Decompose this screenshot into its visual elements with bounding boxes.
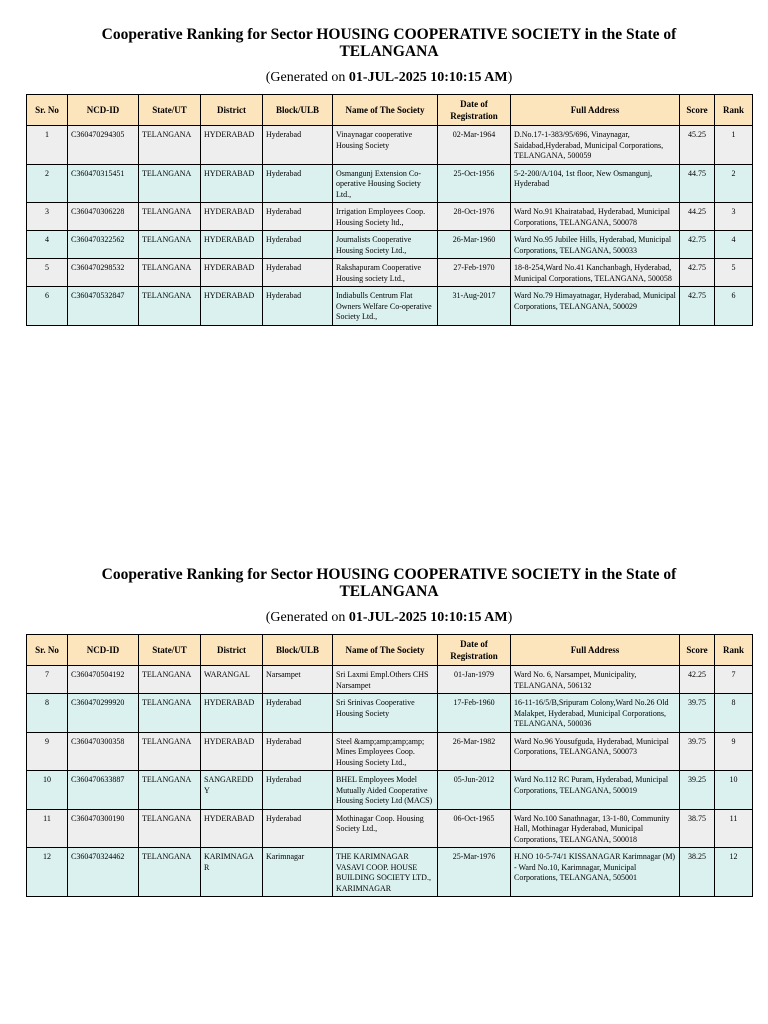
cell-ncd-id: C360470633887 — [68, 771, 139, 810]
cell-score: 42.75 — [680, 287, 715, 326]
cell-score: 42.75 — [680, 259, 715, 287]
cell-society-name: Steel &amp;amp;amp;amp; Mines Employees Coop. Housing Society Ltd., — [333, 732, 438, 771]
cell-registration-date: 01-Jan-1979 — [438, 666, 511, 694]
cell-score: 38.25 — [680, 848, 715, 897]
cell-state-ut: TELANGANA — [139, 203, 201, 231]
cell-district: KARIMNAGAR — [201, 848, 263, 897]
cell-full-address: Ward No.96 Yousufguda, Hyderabad, Municipal Corporations, TELANGANA, 500073 — [511, 732, 680, 771]
cell-society-name: Irrigation Employees Coop. Housing Society ltd., — [333, 203, 438, 231]
cell-state-ut: TELANGANA — [139, 164, 201, 203]
cell-rank: 12 — [715, 848, 753, 897]
cell-block-ulb: Hyderabad — [263, 809, 333, 848]
cell-block-ulb: Hyderabad — [263, 771, 333, 810]
cell-district: HYDERABAD — [201, 259, 263, 287]
cell-society-name: Sri Srinivas Cooperative Housing Society — [333, 694, 438, 733]
cell-state-ut: TELANGANA — [139, 231, 201, 259]
cell-full-address: 18-8-254,Ward No.41 Kanchanbagh, Hyderabad, Municipal Corporations, TELANGANA, 500058 — [511, 259, 680, 287]
generated-prefix: (Generated on — [265, 70, 349, 85]
column-header-society-name: Name of The Society — [333, 635, 438, 666]
cell-full-address: H.NO 10-5-74/1 KISSANAGAR Karimnagar (M) - Ward No.10, Karimnagar, Municipal Corporations, TELANGANA, 505001 — [511, 848, 680, 897]
cell-state-ut: TELANGANA — [139, 666, 201, 694]
cell-sr-no: 5 — [27, 259, 68, 287]
cell-registration-date: 02-Mar-1964 — [438, 126, 511, 165]
cell-district: SANGAREDDY — [201, 771, 263, 810]
cell-registration-date: 26-Mar-1960 — [438, 231, 511, 259]
cell-full-address: Ward No.91 Khairatabad, Hyderabad, Municipal Corporations, TELANGANA, 500078 — [511, 203, 680, 231]
cell-ncd-id: C360470315451 — [68, 164, 139, 203]
column-header-full-address: Full Address — [511, 635, 680, 666]
cell-society-name: Journalists Cooperative Housing Society Ltd., — [333, 231, 438, 259]
column-header-district: District — [201, 95, 263, 126]
cell-ncd-id: C360470322562 — [68, 231, 139, 259]
cell-registration-date: 28-Oct-1976 — [438, 203, 511, 231]
cell-rank: 11 — [715, 809, 753, 848]
generated-prefix: (Generated on — [265, 610, 349, 625]
cell-score: 44.25 — [680, 203, 715, 231]
cell-score: 45.25 — [680, 126, 715, 165]
cell-ncd-id: C360470306228 — [68, 203, 139, 231]
table-row — [27, 848, 753, 897]
ranking-table — [26, 94, 753, 326]
cell-rank: 3 — [715, 203, 753, 231]
table-row — [27, 126, 753, 165]
cell-district: HYDERABAD — [201, 126, 263, 165]
column-header-score: Score — [680, 635, 715, 666]
cell-rank: 6 — [715, 287, 753, 326]
cell-state-ut: TELANGANA — [139, 126, 201, 165]
cell-state-ut: TELANGANA — [139, 694, 201, 733]
column-header-district: District — [201, 635, 263, 666]
column-header-ncd-id: NCD-ID — [68, 635, 139, 666]
cell-rank: 2 — [715, 164, 753, 203]
cell-ncd-id: C360470294305 — [68, 126, 139, 165]
cell-state-ut: TELANGANA — [139, 848, 201, 897]
cell-society-name: Indiabulls Centrum Flat Owners Welfare Co-operative Society Ltd., — [333, 287, 438, 326]
table-row — [27, 771, 753, 810]
cell-full-address: D.No.17-1-383/95/696, Vinaynagar, Saidabad,Hyderabad, Municipal Corporations, TELANGANA, 500059 — [511, 126, 680, 165]
cell-state-ut: TELANGANA — [139, 259, 201, 287]
column-header-full-address: Full Address — [511, 95, 680, 126]
generated-value: 01-JUL-2025 10:10:15 AM — [348, 70, 508, 85]
cell-block-ulb: Narsampet — [263, 666, 333, 694]
generated-suffix: ) — [507, 610, 513, 625]
cell-score: 39.75 — [680, 732, 715, 771]
cell-rank: 9 — [715, 732, 753, 771]
cell-score: 39.75 — [680, 694, 715, 733]
cell-sr-no: 1 — [27, 126, 68, 165]
cell-district: HYDERABAD — [201, 732, 263, 771]
column-header-sr-no: Sr. No — [27, 95, 68, 126]
table-body — [27, 666, 753, 897]
report-title: Cooperative Ranking for Sector HOUSING COOPERATIVE SOCIETY in the State of TELANGANA — [101, 566, 677, 600]
table-header-row — [27, 635, 753, 666]
cell-district: WARANGAL — [201, 666, 263, 694]
column-header-block-ulb: Block/ULB — [263, 635, 333, 666]
generated-suffix: ) — [507, 70, 513, 85]
report-title: Cooperative Ranking for Sector HOUSING COOPERATIVE SOCIETY in the State of TELANGANA — [101, 26, 677, 60]
cell-full-address: Ward No.79 Himayatnagar, Hyderabad, Municipal Corporations, TELANGANA, 500029 — [511, 287, 680, 326]
cell-sr-no: 3 — [27, 203, 68, 231]
cell-full-address: Ward No.95 Jubilee Hills, Hyderabad, Municipal Corporations, TELANGANA, 500033 — [511, 231, 680, 259]
cell-score: 42.75 — [680, 231, 715, 259]
cell-block-ulb: Hyderabad — [263, 732, 333, 771]
table-row — [27, 287, 753, 326]
generated-timestamp — [26, 608, 752, 628]
cell-society-name: BHEL Employees Model Mutually Aided Cooperative Housing Society Ltd (MACS) — [333, 771, 438, 810]
column-header-ncd-id: NCD-ID — [68, 95, 139, 126]
cell-registration-date: 26-Mar-1982 — [438, 732, 511, 771]
column-header-society-name: Name of The Society — [333, 95, 438, 126]
cell-full-address: Ward No. 6, Narsampet, Municipality, TELANGANA, 506132 — [511, 666, 680, 694]
cell-sr-no: 7 — [27, 666, 68, 694]
cell-full-address: 16-11-16/5/B,Sripuram Colony,Ward No.26 Old Malakpet, Hyderabad, Municipal Corporations, TELANGANA, 500036 — [511, 694, 680, 733]
cell-ncd-id: C360470298532 — [68, 259, 139, 287]
report-section-1 — [26, 26, 752, 326]
cell-rank: 10 — [715, 771, 753, 810]
cell-full-address: Ward No.112 RC Puram, Hyderabad, Municipal Corporations, TELANGANA, 500019 — [511, 771, 680, 810]
table-header-row — [27, 95, 753, 126]
cell-district: HYDERABAD — [201, 287, 263, 326]
table-row — [27, 164, 753, 203]
cell-registration-date: 17-Feb-1960 — [438, 694, 511, 733]
cell-sr-no: 9 — [27, 732, 68, 771]
cell-score: 39.25 — [680, 771, 715, 810]
cell-sr-no: 4 — [27, 231, 68, 259]
cell-rank: 7 — [715, 666, 753, 694]
cell-block-ulb: Hyderabad — [263, 126, 333, 165]
cell-ncd-id: C360470324462 — [68, 848, 139, 897]
cell-registration-date: 27-Feb-1970 — [438, 259, 511, 287]
column-header-registration-date: Date of Registration — [438, 95, 511, 126]
cell-district: HYDERABAD — [201, 164, 263, 203]
cell-sr-no: 11 — [27, 809, 68, 848]
cell-sr-no: 12 — [27, 848, 68, 897]
column-header-state-ut: State/UT — [139, 95, 201, 126]
cell-block-ulb: Hyderabad — [263, 259, 333, 287]
report-section-2 — [26, 566, 752, 897]
cell-state-ut: TELANGANA — [139, 732, 201, 771]
table-row — [27, 732, 753, 771]
cell-ncd-id: C360470504192 — [68, 666, 139, 694]
cell-state-ut: TELANGANA — [139, 287, 201, 326]
cell-rank: 5 — [715, 259, 753, 287]
cell-sr-no: 2 — [27, 164, 68, 203]
generated-timestamp — [26, 68, 752, 88]
column-header-score: Score — [680, 95, 715, 126]
cell-state-ut: TELANGANA — [139, 771, 201, 810]
cell-block-ulb: Karimnagar — [263, 848, 333, 897]
cell-block-ulb: Hyderabad — [263, 164, 333, 203]
cell-registration-date: 06-Oct-1965 — [438, 809, 511, 848]
cell-society-name: Vinaynagar cooperative Housing Society — [333, 126, 438, 165]
cell-block-ulb: Hyderabad — [263, 287, 333, 326]
ranking-table — [26, 634, 753, 897]
table-row — [27, 231, 753, 259]
generated-value: 01-JUL-2025 10:10:15 AM — [348, 610, 508, 625]
cell-district: HYDERABAD — [201, 231, 263, 259]
cell-ncd-id: C360470300358 — [68, 732, 139, 771]
cell-score: 44.75 — [680, 164, 715, 203]
cell-sr-no: 8 — [27, 694, 68, 733]
cell-ncd-id: C360470299920 — [68, 694, 139, 733]
cell-rank: 4 — [715, 231, 753, 259]
cell-society-name: Sri Laxmi Empl.Others CHS Narsampet — [333, 666, 438, 694]
column-header-registration-date: Date of Registration — [438, 635, 511, 666]
cell-district: HYDERABAD — [201, 694, 263, 733]
column-header-rank: Rank — [715, 95, 753, 126]
table-row — [27, 203, 753, 231]
column-header-rank: Rank — [715, 635, 753, 666]
cell-state-ut: TELANGANA — [139, 809, 201, 848]
cell-district: HYDERABAD — [201, 203, 263, 231]
cell-society-name: Osmangunj Extension Co-operative Housing Society Ltd., — [333, 164, 438, 203]
cell-ncd-id: C360470532847 — [68, 287, 139, 326]
table-row — [27, 259, 753, 287]
table-row — [27, 694, 753, 733]
column-header-sr-no: Sr. No — [27, 635, 68, 666]
cell-rank: 1 — [715, 126, 753, 165]
cell-score: 42.25 — [680, 666, 715, 694]
cell-full-address: 5-2-200/A/104, 1st floor, New Osmangunj, Hyderabad — [511, 164, 680, 203]
table-row — [27, 666, 753, 694]
cell-registration-date: 25-Mar-1976 — [438, 848, 511, 897]
cell-society-name: Rakshapuram Cooperative Housing society Ltd., — [333, 259, 438, 287]
column-header-block-ulb: Block/ULB — [263, 95, 333, 126]
table-row — [27, 809, 753, 848]
cell-block-ulb: Hyderabad — [263, 203, 333, 231]
table-body — [27, 126, 753, 326]
cell-full-address: Ward No.100 Sanathnagar, 13-1-80, Community Hall, Mothinagar Hyderabad, Municipal Corporations, TELANGANA, 500018 — [511, 809, 680, 848]
cell-registration-date: 25-Oct-1956 — [438, 164, 511, 203]
cell-sr-no: 10 — [27, 771, 68, 810]
cell-rank: 8 — [715, 694, 753, 733]
cell-block-ulb: Hyderabad — [263, 694, 333, 733]
cell-district: HYDERABAD — [201, 809, 263, 848]
cell-score: 38.75 — [680, 809, 715, 848]
cell-sr-no: 6 — [27, 287, 68, 326]
cell-society-name: THE KARIMNAGAR VASAVI COOP. HOUSE BUILDING SOCIETY LTD., KARIMNAGAR — [333, 848, 438, 897]
cell-ncd-id: C360470300190 — [68, 809, 139, 848]
cell-registration-date: 31-Aug-2017 — [438, 287, 511, 326]
cell-society-name: Mothinagar Coop. Housing Society Ltd., — [333, 809, 438, 848]
cell-block-ulb: Hyderabad — [263, 231, 333, 259]
cell-registration-date: 05-Jun-2012 — [438, 771, 511, 810]
column-header-state-ut: State/UT — [139, 635, 201, 666]
